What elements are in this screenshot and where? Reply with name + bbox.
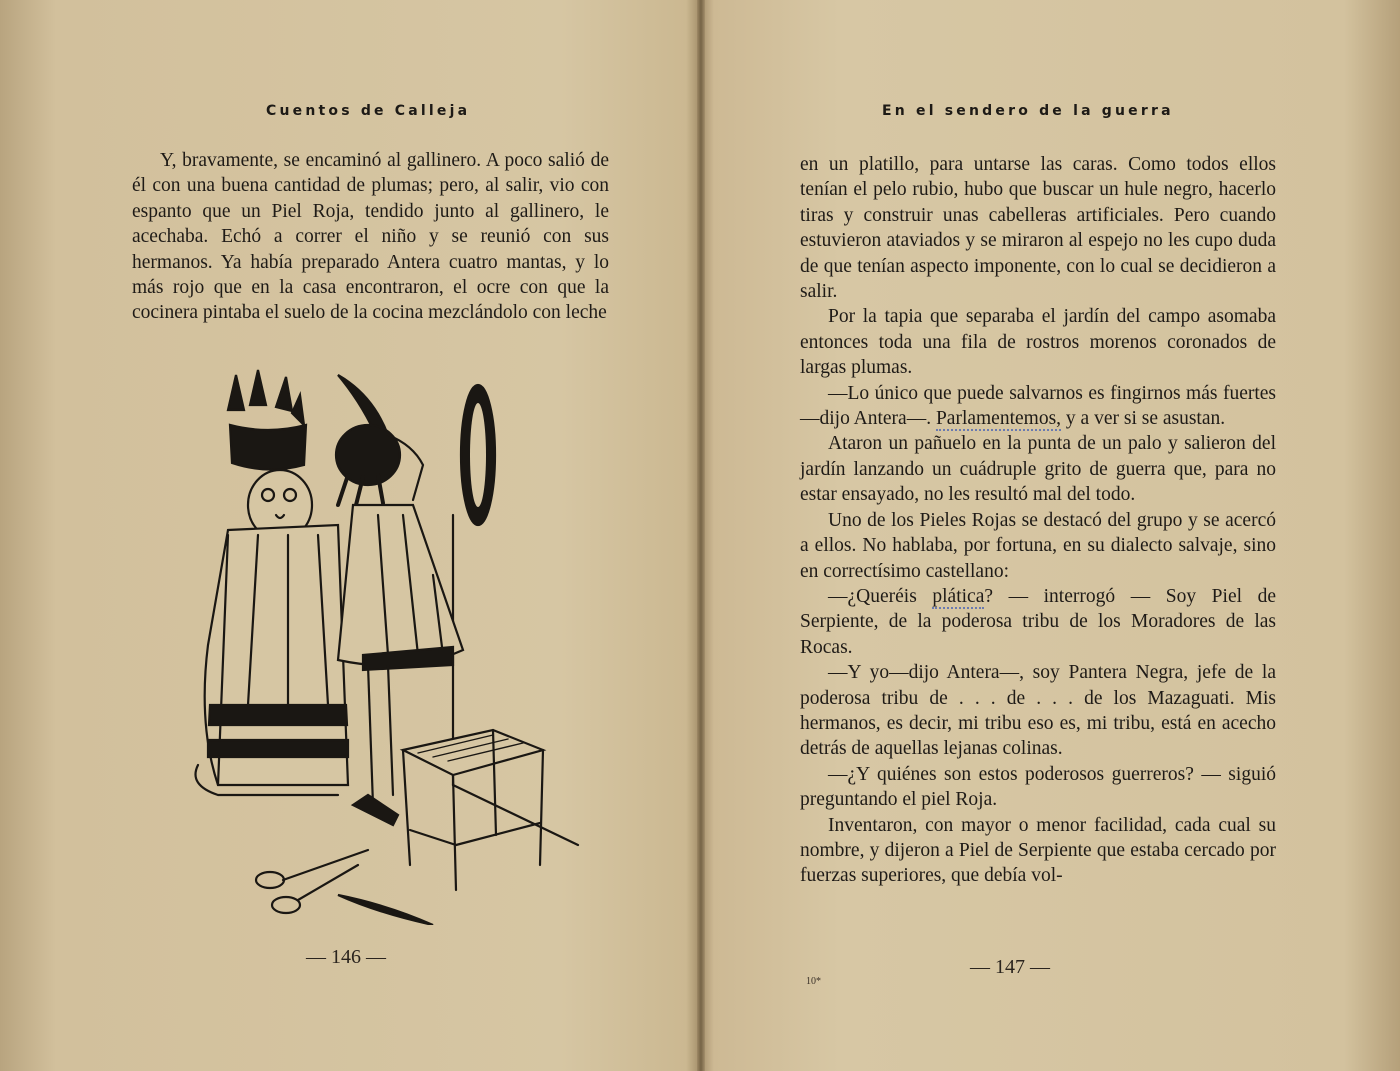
body-text bbox=[132, 148, 609, 326]
right-page bbox=[702, 0, 1400, 1071]
body-text bbox=[800, 152, 1276, 889]
underlined-word: plática bbox=[932, 585, 985, 607]
paragraph: en un platillo, para untarse las caras. Como todos ellos tenían el pelo rubio, hubo que buscar un hule negro, hacerlo tiras y construir unas cabelleras artificiales. Pero cuando estuvieron ataviados y se miraron al espejo no les cupo duda de que tenían aspecto imponente, con lo cual se decidieron a salir. bbox=[800, 154, 1276, 303]
paragraph: Por la tapia que separaba el jardín del campo asomaba entonces toda una fila de rostros morenos coronados de largas plumas. bbox=[800, 306, 1276, 379]
running-header: En el sendero de la guerra bbox=[882, 103, 1174, 119]
paragraph: —¿Y quiénes son estos poderosos guerreros? — siguió preguntando el piel Roja. bbox=[800, 763, 1276, 811]
underlined-word: Parlamentemos, bbox=[935, 408, 1062, 430]
dialogue-text: —Lo único que puede salvarnos es fingirnos más fuertes—dijo Antera—. bbox=[800, 382, 1276, 430]
paragraph: Y, bravamente, se encaminó al gallinero. A poco salió de él con una buena cantidad de plumas; pero, al salir, vio con espanto que un Piel Roja, tendido junto al gallinero, le acechaba. Echó a correr el niño y se reunió con sus hermanos. Ya había preparado Antera cuatro mantas, y lo más rojo que en la casa encontraron, el ocre con que la cocinera pintaba el suelo de la cocina mezclándolo con leche bbox=[132, 150, 609, 324]
scissors-and-feather-drawing bbox=[256, 850, 433, 925]
paragraph bbox=[800, 584, 1276, 660]
illustration bbox=[188, 365, 588, 925]
dialogue-text: y a ver si se asustan. bbox=[1061, 408, 1226, 430]
page-number: — 146 — bbox=[306, 946, 386, 968]
paragraph: —Y yo—dijo Antera—, soy Pantera Negra, jefe de la poderosa tribu de . . . de . . . de los Mazaguati. Mis hermanos, es decir, mi tribu eso es, mi tribu, está en acecho detrás de aquellas lejanas colinas. bbox=[800, 662, 1276, 760]
paragraph bbox=[800, 381, 1276, 432]
boy-in-blanket-drawing bbox=[196, 370, 349, 795]
dialogue-text: —¿Queréis bbox=[828, 585, 933, 607]
stool-drawing bbox=[403, 730, 543, 890]
running-header: Cuentos de Calleja bbox=[266, 103, 471, 119]
signature-mark: 10* bbox=[806, 976, 821, 987]
paragraph: Uno de los Pieles Rojas se destacó del grupo y se acercó a ellos. No hablaba, por fortuna, en su dialecto salvaje, sino en correctísimo castellano: bbox=[800, 509, 1276, 582]
paragraph: Ataron un pañuelo en la punta de un palo y salieron del jardín lanzando un cuádruple grito de guerra que, para no estar ensayado, no les resultó mal del todo. bbox=[800, 433, 1276, 506]
dialogue-text: ? — interrogó — Soy Piel de Serpiente, de la poderosa tribu de los Moradores de las Rocas. bbox=[800, 585, 1276, 658]
mirror-drawing bbox=[453, 385, 578, 845]
page-number: — 147 — bbox=[970, 956, 1050, 978]
paragraph: Inventaron, con mayor o menor facilidad, cada cual su nombre, y dijeron a Piel de Serpiente que estaba cercado por fuerzas superiores, que debía vol- bbox=[800, 814, 1276, 887]
